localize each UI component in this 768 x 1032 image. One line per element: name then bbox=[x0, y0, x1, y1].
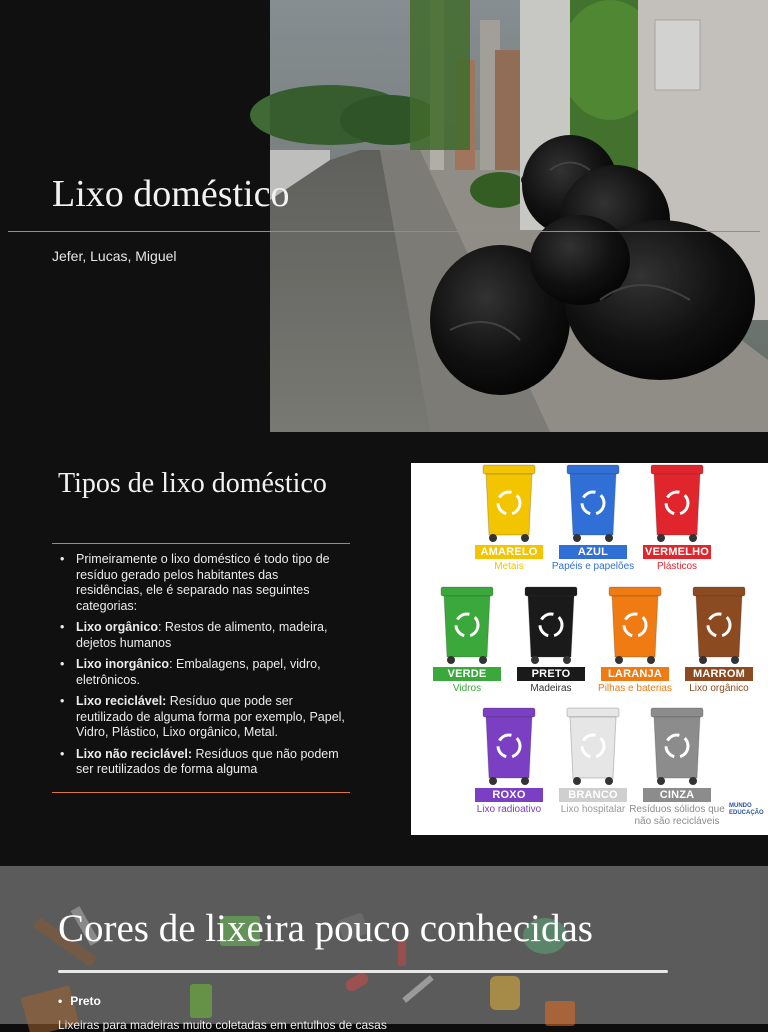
bin-amarelo-icon bbox=[479, 463, 539, 543]
bin-description: Papéis e papelões bbox=[551, 561, 635, 572]
bin-description: Plásticos bbox=[656, 561, 697, 572]
slide-types bbox=[0, 432, 768, 866]
bin-vermelho-icon bbox=[647, 463, 707, 543]
list-divider bbox=[52, 792, 350, 793]
slide-title-text: Lixo doméstico bbox=[52, 173, 290, 215]
bin-description: Lixo orgânico bbox=[689, 683, 749, 694]
bullet-preto-description: Lixeiras para madeiras muito coletadas em entulhos de casas bbox=[58, 1018, 387, 1032]
bullet-preto: • Preto bbox=[58, 994, 101, 1008]
bin-verde-icon bbox=[437, 585, 497, 665]
list-item: • Lixo não reciclável: Resíduos que não podem ser reutilizados de forma alguma bbox=[58, 747, 348, 778]
list-item: • Primeiramente o lixo doméstico é todo tipo de resíduo gerado pelos habitantes das residências, ele é separado nas seguintes categorias: bbox=[58, 552, 348, 614]
list-item: • Lixo orgânico: Restos de alimento, madeira, dejetos humanos bbox=[58, 620, 348, 651]
bin-label: LARANJA bbox=[601, 667, 669, 681]
list-item: • Lixo reciclável: Resíduo que pode ser reutilizado de alguma forma por exemplo, Papel, Vidro, Plástico, Lixo orgânico, Metal. bbox=[58, 694, 348, 741]
bin-cinza-icon bbox=[647, 706, 707, 786]
list-item: • Lixo inorgânico: Embalagens, papel, vidro, eletrônicos. bbox=[58, 657, 348, 688]
bin-colors-chart bbox=[411, 463, 768, 835]
bin-description: Lixo radioativo bbox=[476, 804, 542, 815]
bin-label: AMARELO bbox=[475, 545, 543, 559]
bin-description: Resíduos sólidos que não são recicláveis bbox=[629, 804, 725, 827]
bin-label: VERDE bbox=[433, 667, 501, 681]
types-list bbox=[58, 552, 348, 784]
bin-label: VERMELHO bbox=[643, 545, 711, 559]
bin-marrom-icon bbox=[689, 585, 749, 665]
bin-azul-icon bbox=[563, 463, 623, 543]
mundo-educacao-logo: MUNDO EDUCAÇÃO bbox=[729, 803, 764, 816]
bin-label: AZUL bbox=[559, 545, 627, 559]
bin-roxo-icon bbox=[479, 706, 539, 786]
authors: Jefer, Lucas, Miguel bbox=[52, 248, 177, 264]
bin-description: Pilhas e baterias bbox=[598, 683, 672, 694]
bin-branco-icon bbox=[563, 706, 623, 786]
bin-description: Madeiras bbox=[530, 683, 572, 694]
slide-uncommon-colors bbox=[0, 866, 768, 1032]
bin-label: PRETO bbox=[517, 667, 585, 681]
slide-title bbox=[0, 0, 768, 432]
garbage-bags-photo bbox=[270, 0, 768, 432]
bin-description: Vidros bbox=[452, 683, 482, 694]
heading-divider bbox=[52, 543, 350, 544]
bin-preto-icon bbox=[521, 585, 581, 665]
title-divider bbox=[8, 231, 760, 232]
bin-description: Lixo hospitalar bbox=[560, 804, 626, 815]
heading-underline bbox=[58, 970, 668, 973]
bin-laranja-icon bbox=[605, 585, 665, 665]
bin-label: ROXO bbox=[475, 788, 543, 802]
slide-heading: Cores de lixeira pouco conhecidas bbox=[58, 907, 593, 950]
bin-label: BRANCO bbox=[559, 788, 627, 802]
bin-label: CINZA bbox=[643, 788, 711, 802]
bin-description: Metais bbox=[494, 561, 524, 572]
bin-label: MARROM bbox=[685, 667, 753, 681]
slide-heading: Tipos de lixo doméstico bbox=[58, 468, 327, 499]
